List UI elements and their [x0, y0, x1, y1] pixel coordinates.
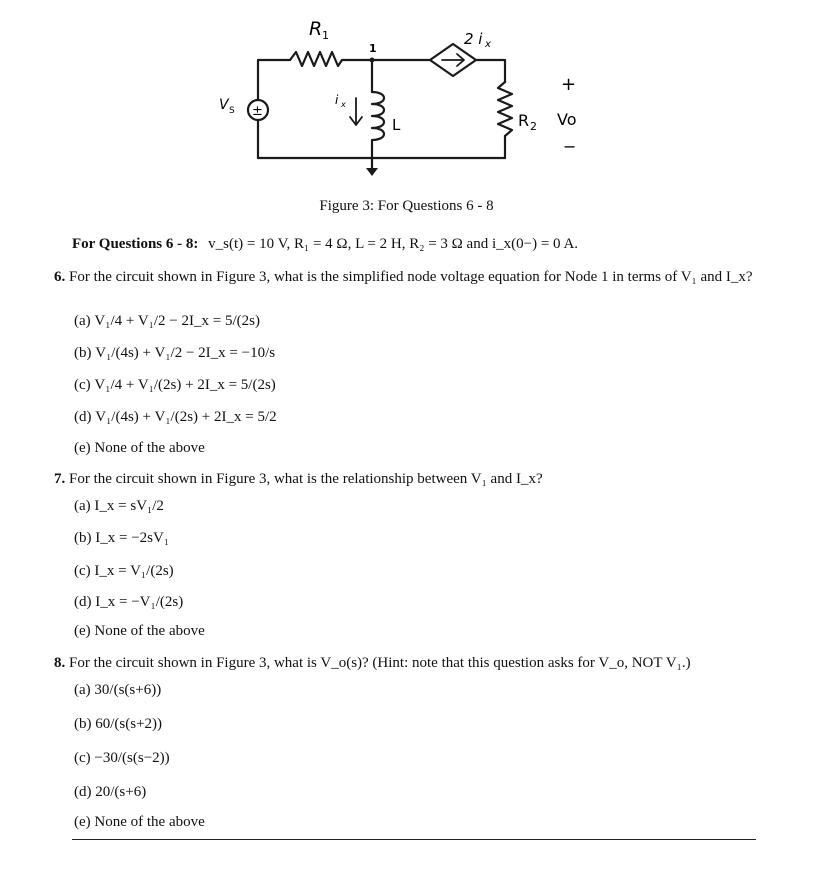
label-ix-sub: x: [341, 100, 346, 109]
option-text: −30/(s(s−2)): [94, 750, 170, 766]
q7-option-a: [74, 498, 164, 515]
wire-top-right: [476, 60, 505, 82]
option-label: (a): [74, 682, 91, 698]
figure-caption: Figure 3: For Questions 6 - 8: [319, 198, 494, 214]
option-label: (d): [74, 784, 92, 800]
node-1-dot: [370, 58, 375, 63]
q7-option-c: [74, 563, 174, 580]
q8-option-c: [74, 750, 170, 767]
ground-icon: [366, 168, 378, 176]
label-minus: −: [563, 137, 577, 156]
option-text: I_x = V₁/(2s): [94, 563, 174, 579]
option-text: V₁/4 + V₁/(2s) + 2I_x = 5/(2s): [94, 377, 276, 393]
option-text: None of the above: [94, 623, 205, 639]
option-text: 30/(s(s+6)): [94, 682, 162, 698]
question-8: [54, 654, 774, 673]
resistor-r2: [498, 82, 512, 136]
option-label: (e): [74, 623, 91, 639]
q8-option-a: [74, 682, 161, 699]
resistor-r1: [290, 52, 342, 66]
question-7-number: 7.: [54, 471, 66, 487]
label-vs: V: [219, 97, 229, 113]
option-label: (b): [74, 345, 92, 361]
q6-option-a: [74, 313, 260, 330]
q8-option-d: [74, 784, 146, 801]
label-r1: R: [309, 18, 323, 40]
label-r2-sub: 2: [530, 120, 537, 133]
label-r1-sub: 1: [322, 29, 329, 42]
option-label: (c): [74, 563, 91, 579]
option-text: V₁/4 + V₁/2 − 2I_x = 5/(2s): [94, 313, 260, 329]
option-label: (c): [74, 377, 91, 393]
question-6-number: 6.: [54, 269, 66, 285]
option-label: (c): [74, 750, 91, 766]
option-label: (d): [74, 594, 92, 610]
label-source-sign: ±: [252, 104, 263, 119]
question-7: [54, 470, 754, 489]
label-inductor: L: [392, 116, 401, 134]
option-label: (a): [74, 313, 91, 329]
label-dep-source: 2 i: [464, 30, 483, 48]
bottom-rule: [72, 839, 756, 840]
option-text: V₁/(4s) + V₁/(2s) + 2I_x = 5/2: [95, 409, 277, 425]
label-r2: R: [518, 111, 530, 130]
option-label: (d): [74, 409, 92, 425]
question-8-text: For the circuit shown in Figure 3, what is V_o(s)? (Hint: note that this question asks for V_o, NOT V₁.): [69, 655, 691, 671]
q6-option-e: [74, 440, 205, 457]
option-label: (b): [74, 530, 92, 546]
inductor-l: [372, 92, 384, 158]
q6-option-b: [74, 345, 275, 362]
option-label: (e): [74, 814, 91, 830]
option-text: 20/(s+6): [95, 784, 147, 800]
label-ix: i: [335, 93, 339, 107]
q6-option-c: [74, 377, 276, 394]
q8-option-b: [74, 716, 162, 733]
ix-arrow: [350, 98, 362, 125]
label-vs-sub: S: [229, 106, 235, 116]
wire-left-top: [258, 60, 290, 100]
q6-option-d: [74, 409, 277, 426]
option-text: I_x = −V₁/(2s): [95, 594, 184, 610]
option-text: I_x = −2sV₁: [95, 530, 170, 546]
q8-option-e: [74, 814, 205, 831]
question-8-number: 8.: [54, 655, 66, 671]
option-text: None of the above: [94, 440, 205, 456]
question-6: [54, 268, 754, 287]
label-dep-source-sub: x: [485, 39, 491, 50]
option-text: V₁/(4s) + V₁/2 − 2I_x = −10/s: [95, 345, 276, 361]
option-text: None of the above: [94, 814, 205, 830]
label-vo: Vo: [557, 110, 577, 129]
circuit-figure: [0, 0, 813, 195]
dep-source-arrow: [442, 54, 464, 66]
given-values-text: v_s(t) = 10 V, R₁ = 4 Ω, L = 2 H, R₂ = 3 Ω and i_x(0−) = 0 A.: [208, 236, 579, 252]
q7-option-d: [74, 594, 183, 611]
option-label: (b): [74, 716, 92, 732]
label-plus: +: [561, 74, 577, 95]
option-text: 60/(s(s+2)): [95, 716, 163, 732]
given-values: [72, 236, 578, 253]
option-text: I_x = sV₁/2: [94, 498, 164, 514]
q7-option-e: [74, 623, 205, 640]
option-label: (e): [74, 440, 91, 456]
question-6-text: For the circuit shown in Figure 3, what is the simplified node voltage equation for Node 1 in terms of V₁ and I_x?: [69, 269, 753, 285]
question-7-text: For the circuit shown in Figure 3, what is the relationship between V₁ and I_x?: [69, 471, 543, 487]
q7-option-b: [74, 530, 169, 547]
label-node1: 1: [369, 42, 377, 55]
given-lead: For Questions 6 - 8:: [72, 236, 199, 252]
option-label: (a): [74, 498, 91, 514]
